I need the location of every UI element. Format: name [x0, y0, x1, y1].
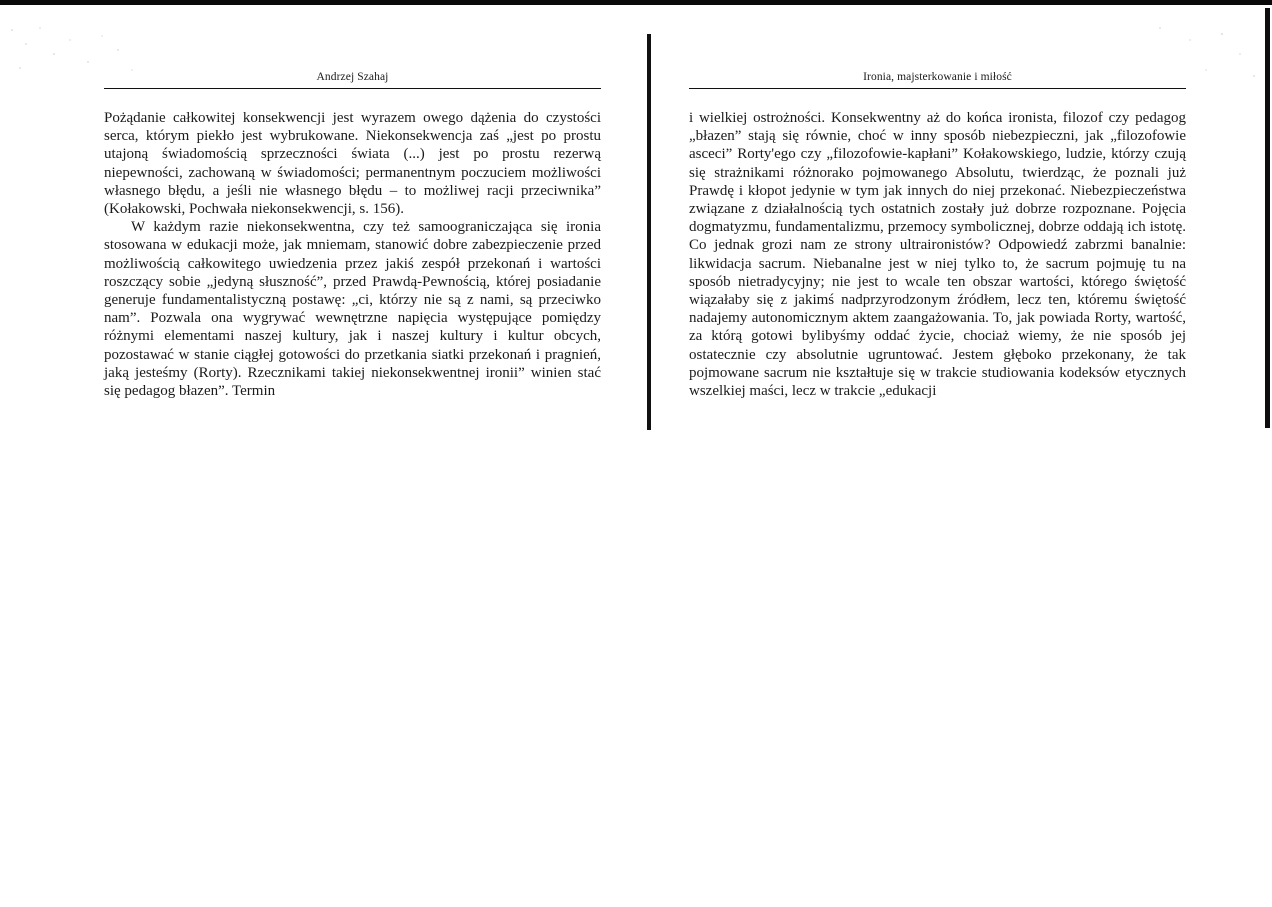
scan-right-edge: [1265, 8, 1270, 428]
book-spine-shadow: [647, 34, 651, 430]
right-head-rule: [689, 88, 1186, 89]
left-paragraph-2: W każdym razie niekonsekwentna, czy też samoograniczająca się ironia stosowana w edukacji może, jak mniemam, stanowić dobre zabezpieczenie przed możliwością całkowitego uwiedzenia przez jakiś zespół przekonań i wartości roszczący sobie „jedyną słuszność”, przed Prawdą-Pewnością, której posiadanie generuje fundamentalistyczną postawę: „ci, którzy nie są z nami, są przeciwko nam”. Pozwala ona wygrywać wewnętrzne napięcia występujące pomiędzy różnymi elementami naszej kultury, jak i naszej kultury i kultur obcych, pozostawać w stanie ciągłej gotowości do przetkania siatki przekonań i pragnień, jaką jesteśmy (Rorty). Rzecznikami takiej niekonsekwentnej ironii” winien stać się pedagog błazen”. Termin: [104, 219, 601, 400]
left-running-head: Andrzej Szahaj: [316, 71, 389, 83]
right-page: [685, 62, 1190, 434]
left-head-rule: [104, 88, 601, 89]
right-text-block: [685, 109, 1190, 400]
left-paragraph-1: Pożądanie całkowitej konsekwencji jest wyrazem owego dążenia do czystości serca, którym piekło jest wybrukowane. Niekonsekwencja zaś „jest po prostu utajoną świadomością sprzeczności świata (...) jest po prostu rezerwą niepewności, zachowaną w świadomości; permanentnym poczuciem możliwości własnego błędu, a jeśli nie własnego błędu – to możliwej racji przeciwnika” (Kołakowski, Pochwała niekonsekwencji, s. 156).: [104, 110, 601, 218]
left-page: [100, 62, 605, 432]
left-text-block: [100, 109, 605, 400]
scan-top-border: [0, 0, 1272, 5]
right-paragraph-1: i wielkiej ostrożności. Konsekwentny aż do końca ironista, filozof czy pedagog „błazen” stają się równie, choć w inny sposób niebezpieczni, jak „filozofowie asceci” Rorty'ego czy „filozofowie-kapłani” Kołakowskiego, ludzie, którzy czują się strażnikami różnorako pojmowanego Absolutu, twierdząc, że poznali już Prawdę i kłopot jedynie w tym jak innych do niej przekonać. Niebezpieczeństwa związane z działalnością tych ostatnich zostały już dobrze rozpoznane. Pojęcia dogmatyzmu, fundamentalizmu, przemocy symbolicznej, dobrze oddają ich istotę. Co jednak grozi nam ze strony ultraironistów? Odpowiedź zabrzmi banalnie: likwidacja sacrum. Niebanalne jest w niej tylko to, że sacrum pojmuję tu na sposób nietradycyjny; nie jest to wcale ten obszar wartości, którego świętość wiązałaby się z jakimś nadprzyrodzonym źródłem, lecz ten, któremu świętość nadajemy autonomicznym aktem zaangażowania. To, jak powiada Rorty, wartość, za którą gotowi bylibyśmy oddać życie, chociaż wiemy, że nie sposób jej ostatecznie czy absolutnie ugruntować. Jestem głęboko przekonany, że tak pojmowane sacrum nie kształtuje się w trakcie studiowania kodeksów etycznych wszelkiej maści, lecz w trakcie „edukacji: [689, 110, 1186, 400]
right-running-head: Ironia, majsterkowanie i miłość: [863, 71, 1012, 83]
